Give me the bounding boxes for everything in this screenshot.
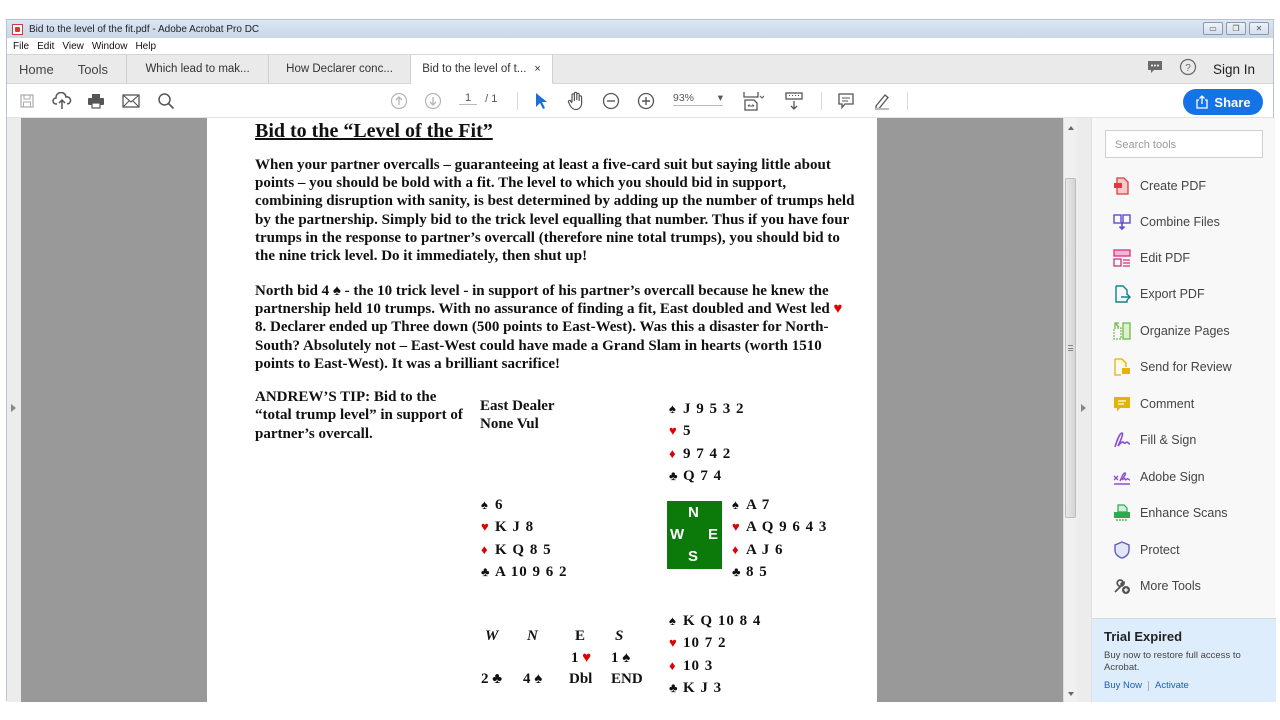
restore-button[interactable]: ❐ [1226,22,1246,35]
heart-icon: ♥ [481,519,490,535]
menu-window[interactable]: Window [91,40,128,52]
club-icon: ♣ [481,563,491,579]
comments-icon[interactable] [1147,59,1163,80]
intro-paragraph: When your partner overcalls – guaranteeing at least a five-card suit but saying little about points – you should be bold with a fit. The level to which you should bid in support, combining disruption with sanity, is best determined by adding up the number of trumps held by the partnership. Simply bid to the trick level equalling that number. Thus if you have four trumps in the response to partner’s overcall (therefore nine total trumps), you should bid to the nine trick level. Do it immediately, then shut up! [255,157,855,265]
buy-now-link[interactable]: Buy Now [1104,680,1143,691]
hand-tool-icon[interactable] [565,91,587,111]
organize-pages-icon [1112,321,1132,341]
tab-home[interactable]: Home [19,61,54,77]
menu-bar [7,38,1273,54]
tab-document-which-lead[interactable]: Which lead to mak... [127,55,269,83]
page-number-input[interactable]: 1 [459,92,477,105]
adobe-sign-icon [1112,467,1132,487]
window-title: Bid to the level of the fit.pdf - Adobe Acrobat Pro DC [29,23,260,35]
tool-organize-pages[interactable]: Organize Pages [1112,319,1230,343]
send-for-review-icon [1112,357,1132,377]
tools-pane-toggle[interactable] [1077,118,1091,702]
tool-comment[interactable]: Comment [1112,392,1194,416]
title-bar [7,20,1273,38]
tool-more-tools[interactable]: More Tools [1112,574,1201,598]
tool-create-pdf[interactable]: Create PDF [1112,174,1206,198]
edit-pdf-icon [1112,248,1132,268]
vulnerability-label: None Vul [480,416,539,432]
fill-sign-icon [1112,430,1132,450]
activate-link[interactable]: Activate [1155,680,1189,691]
select-cursor-icon[interactable] [533,91,549,111]
tool-send-for-review[interactable]: Send for Review [1112,355,1232,379]
previous-page-icon[interactable] [389,91,409,111]
tab-document-how-declarer[interactable]: How Declarer conc... [269,55,411,83]
trial-expired-panel [1092,618,1276,702]
trial-heading: Trial Expired [1104,629,1183,644]
tool-edit-pdf[interactable]: Edit PDF [1112,246,1190,270]
hand-north: ♠ J 9 5 3 2 ♥ 5 ♦ 9 7 4 2 ♣ Q 7 4 [669,398,745,487]
enhance-scans-icon [1112,503,1132,523]
tool-protect[interactable]: Protect [1112,538,1180,562]
upload-cloud-icon[interactable] [51,91,73,111]
diamond-icon: ♦ [669,445,677,461]
spade-icon: ♠ [669,613,677,628]
diamond-icon: ♦ [481,541,489,557]
tool-adobe-sign[interactable]: Adobe Sign [1112,465,1205,489]
diamond-icon: ♦ [732,541,740,557]
save-icon[interactable] [17,91,37,111]
sign-in-link[interactable]: Sign In [1212,61,1255,77]
hand-south: ♠ K Q 10 8 4 ♥ 10 7 2 ♦ 10 3 ♣ K J 3 [669,610,761,699]
menu-file[interactable]: File [13,40,30,52]
trial-message: Buy now to restore full access to Acrobat. [1104,650,1241,673]
dealer-label: East Dealer [480,398,555,414]
tab-document-bid-to-level[interactable]: Bid to the level of t... × [411,55,553,84]
highlight-pen-icon[interactable] [871,91,893,111]
email-icon[interactable] [120,91,142,111]
spade-icon: ♠ [732,497,740,512]
club-icon: ♣ [669,679,679,695]
pdf-page: Bid to the “Level of the Fit” When your partner overcalls – guaranteeing at least a five-card suit but saying little about points – you should be bold with a fit. The level to which you should bid in support, combining disruption with sanity, is best determined by adding up the number of trumps held by the partnership. Simply bid to the trick level equalling that number. Thus if you have four trumps in the response to partner’s overcall (therefore nine total trumps), you should bid to the nine trick level. Do it immediately, then shut up! North bid 4 ♠ - the 10 trick level - in support of his partner’s overcall because he knew the partnership held 10 trumps. With no assurance of finding a fit, East doubled and West led ♥ 8. Declarer ended up Three down (500 points to East-West). Was this a disaster for North-South? Absolutely not – East-West could have made a Grand Slam in hearts (worth 1510 points to East-West). It was a brilliant sacrifice! ANDREW’S TIP: Bid to the “total trump level” in support of partner’s overcall. East Dealer None Vul ♠ J 9 5 3 2 ♥ 5 ♦ 9 7 4 2 ♣ Q 7 4 ♠ 6 ♥ K J 8 ♦ K Q 8 5 ♣ A 10 9 6 2 N W E S ♠ A 7 ♥ A Q 9 6 4 3 ♦ A J 6 ♣ 8 5 ♠ K Q 10 8 4 ♥ 10 7 2 ♦ 10 3 ♣ K J 3 W N E S 1 ♥ 1 ♠ 2 ♣ 4 ♠ Dbl END [207,118,877,702]
share-button[interactable]: Share [1183,89,1263,115]
tab-tools[interactable]: Tools [77,61,109,77]
search-icon[interactable] [155,91,177,111]
heart-icon: ♥ [732,519,741,535]
club-icon: ♣ [732,563,742,579]
chevron-down-icon: ▾ [717,92,723,104]
combine-files-icon [1112,212,1132,232]
example-paragraph: North bid 4 ♠ - the 10 trick level - in support of his partner’s overcall because he knew the partnership held 10 trumps. With no assurance of finding a fit, East doubled and West led ♥ 8. Declarer ended up Three down (500 points to East-West). Was this a disaster for North-South? Absolutely not – East-West could have made a Grand Slam in hearts (worth 1510 points to East-West). It was a brilliant sacrifice! [255,283,843,372]
heart-suit-icon: ♥ [833,301,843,318]
close-tab-icon[interactable]: × [534,63,541,75]
protect-icon [1112,540,1132,560]
tab-bar [7,54,1273,84]
page-total: / 1 [485,92,498,105]
share-icon [1195,95,1209,109]
minimize-button[interactable]: ▭ [1203,22,1223,35]
acrobat-window [6,19,1274,701]
document-viewport[interactable] [21,118,1063,702]
scroll-up-icon[interactable] [1068,126,1074,130]
diamond-icon: ♦ [669,657,677,673]
acrobat-app-icon [12,24,23,35]
tool-combine-files[interactable]: Combine Files [1112,210,1220,234]
hand-west: ♠ 6 ♥ K J 8 ♦ K Q 8 5 ♣ A 10 9 6 2 [481,494,568,583]
menu-view[interactable]: View [62,40,84,52]
tool-fill-sign[interactable]: Fill & Sign [1112,428,1196,452]
scroll-thumb[interactable] [1065,178,1076,518]
comment-icon [1112,394,1132,414]
menu-help[interactable]: Help [135,40,157,52]
spade-icon: ♠ [669,401,677,416]
expand-left-pane-icon [11,404,16,412]
help-icon[interactable] [1179,58,1197,81]
menu-edit[interactable]: Edit [37,40,55,52]
tool-export-pdf[interactable]: Export PDF [1112,282,1205,306]
compass-table: N W E S [667,501,722,569]
spade-icon: ♠ [481,497,489,512]
print-icon[interactable] [85,91,107,111]
heart-icon: ♥ [669,635,678,651]
next-page-icon[interactable] [423,91,443,111]
heart-icon: ♥ [669,423,678,439]
club-icon: ♣ [669,467,679,483]
search-tools-input[interactable]: Search tools [1105,130,1263,158]
tool-enhance-scans[interactable]: Enhance Scans [1112,501,1228,525]
svg-text:?: ? [1185,62,1191,74]
scroll-down-icon[interactable] [1068,692,1074,696]
left-pane-toggle[interactable] [7,118,21,702]
page-title: Bid to the “Level of the Fit” [255,120,493,142]
close-window-button[interactable]: ✕ [1249,22,1269,35]
hand-east: ♠ A 7 ♥ A Q 9 6 4 3 ♦ A J 6 ♣ 8 5 [732,494,827,583]
tools-pane [1091,118,1275,702]
fit-page-icon[interactable] [741,91,767,111]
scrolling-mode-icon[interactable] [783,91,805,111]
zoom-level-select[interactable]: 93% ▾ [673,92,723,104]
page-navigator [459,92,497,105]
add-comment-icon[interactable] [835,91,857,111]
andrews-tip: ANDREW’S TIP: Bid to the “total trump level” in support of partner’s overcall. [255,389,463,442]
collapse-tools-pane-icon [1081,404,1086,412]
vertical-scrollbar[interactable] [1063,118,1077,702]
export-pdf-icon [1112,284,1132,304]
zoom-out-icon[interactable] [601,91,621,111]
more-tools-icon [1112,576,1132,596]
zoom-in-icon[interactable] [636,91,656,111]
toolbar [7,84,1273,118]
deal-info [480,397,555,433]
create-pdf-icon [1112,176,1132,196]
